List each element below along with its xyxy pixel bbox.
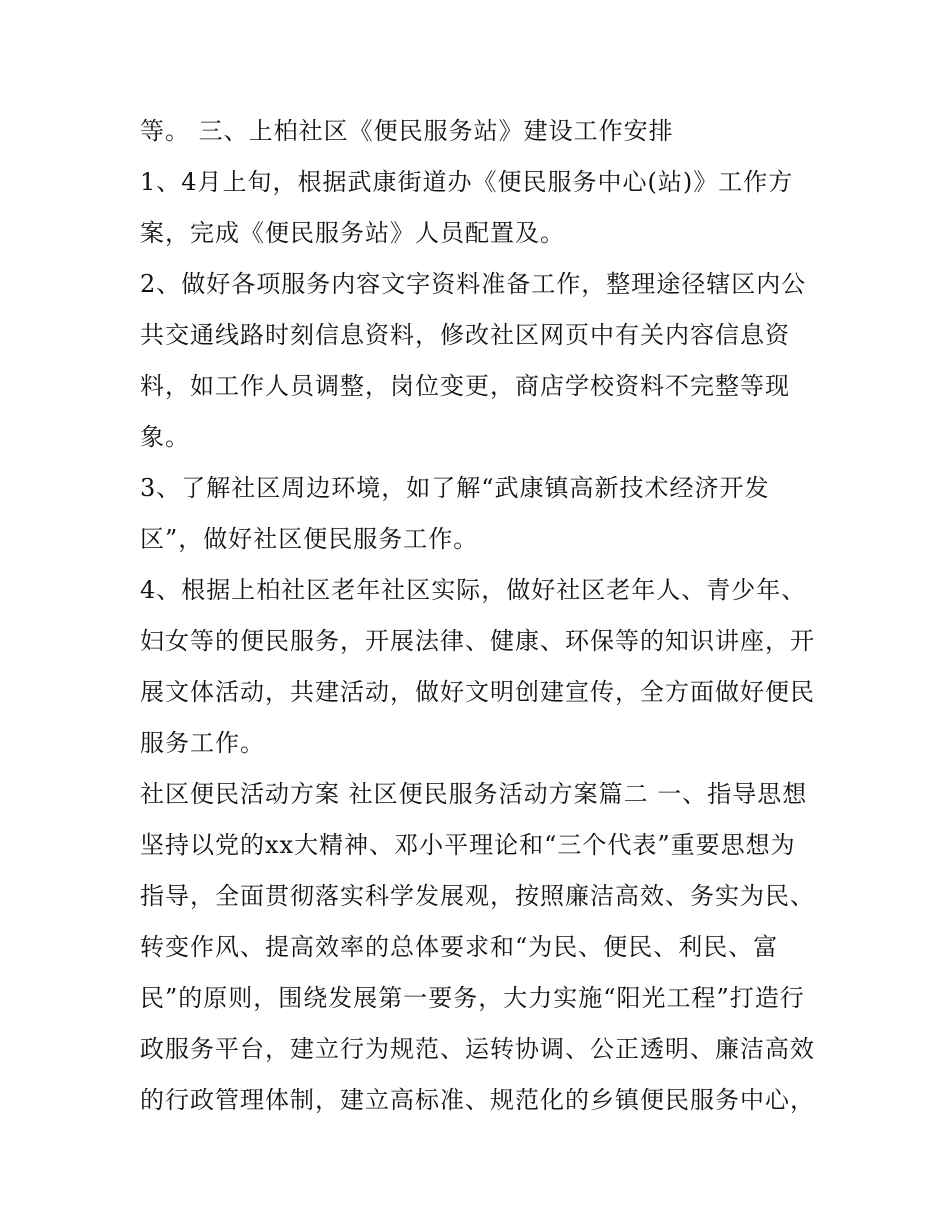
text-line: 民”的原则，围绕发展第一要务，大力实施“阳光工程”打造行 — [140, 984, 805, 1012]
text-line: 料，如工作人员调整，岗位变更，商店学校资料不完整等现 — [140, 372, 790, 400]
text-line: 2、做好各项服务内容文字资料准备工作，整理途径辖区内公 — [140, 270, 807, 298]
text-line: 政服务平台，建立行为规范、运转协调、公正透明、廉洁高效 — [140, 1035, 815, 1063]
document-body — [140, 106, 830, 1126]
text-line: 3、了解社区周边环境，如了解“武康镇高新技术经济开发 — [140, 474, 770, 502]
text-line: 服务工作。 — [140, 729, 265, 757]
text-line: 的行政管理体制，建立高标准、规范化的乡镇便民服务中心， — [140, 1086, 815, 1114]
text-line: 社区便民活动方案 社区便民服务活动方案篇二 一、指导思想 — [140, 780, 808, 808]
text-line: 象。 — [140, 423, 190, 451]
text-line: 指导，全面贯彻落实科学发展观，按照廉洁高效、务实为民、 — [140, 882, 815, 910]
text-line: 展文体活动，共建活动，做好文明创建宣传，全方面做好便民 — [140, 678, 815, 706]
text-line: 转变作风、提高效率的总体要求和“为民、便民、利民、富 — [140, 933, 779, 961]
text-line: 共交通线路时刻信息资料，修改社区网页中有关内容信息资 — [140, 321, 790, 349]
text-line: 坚持以党的xx大精神、邓小平理论和“三个代表”重要思想为 — [140, 831, 796, 859]
text-line: 妇女等的便民服务，开展法律、健康、环保等的知识讲座，开 — [140, 627, 815, 655]
text-line: 案，完成《便民服务站》人员配置及。 — [140, 219, 565, 247]
text-line: 等。 三、上柏社区《便民服务站》建设工作安排 — [140, 117, 674, 145]
text-line: 区”，做好社区便民服务工作。 — [140, 525, 479, 553]
text-line: 4、根据上柏社区老年社区实际，做好社区老年人、青少年、 — [140, 576, 807, 604]
text-line: 1、4月上旬，根据武康街道办《便民服务中心(站)》工作方 — [140, 168, 794, 196]
